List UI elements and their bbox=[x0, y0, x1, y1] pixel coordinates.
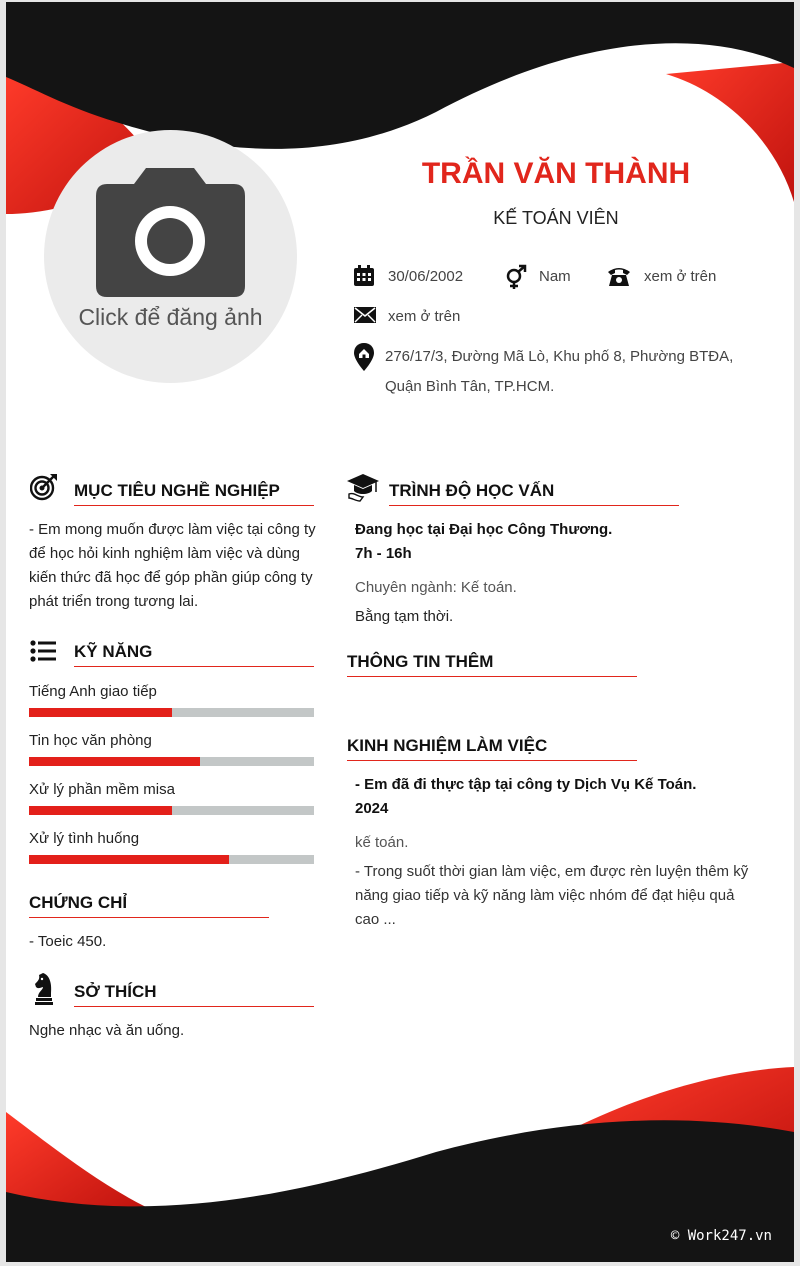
skill-level-fill bbox=[29, 855, 229, 864]
education-title: TRÌNH ĐỘ HỌC VẤN bbox=[389, 481, 555, 500]
phone-icon bbox=[607, 265, 631, 287]
certificates-divider bbox=[29, 917, 269, 918]
hobbies-text: Nghe nhạc và ăn uống. bbox=[29, 1022, 185, 1039]
experience-company: - Em đã đi thực tập tại công ty Dịch Vụ Kế Toán. bbox=[355, 776, 697, 793]
education-degree: Bằng tạm thời. bbox=[355, 608, 454, 625]
more-info-title: THÔNG TIN THÊM bbox=[347, 652, 494, 671]
education-divider bbox=[389, 505, 679, 506]
hobbies-divider bbox=[74, 1006, 314, 1007]
birthday-value: 30/06/2002 bbox=[388, 268, 464, 285]
skill-level-bar bbox=[29, 757, 314, 766]
gender-value: Nam bbox=[539, 268, 571, 285]
gender-icon bbox=[504, 264, 528, 290]
objective-text: - Em mong muốn được làm việc tại công ty để học hỏi kinh nghiệm làm việc và dùng kiến thức đã học để góp phần giúp công ty phát triển trong tương lai. bbox=[29, 521, 316, 610]
address-line1: 276/17/3, Đường Mã Lò, Khu phố 8, Phường BTĐA, bbox=[385, 348, 734, 365]
cv-page bbox=[6, 2, 794, 1262]
copyright-text: © Work247.vn bbox=[670, 1228, 772, 1244]
experience-position: kế toán. bbox=[355, 834, 409, 851]
skill-name: Xử lý tình huống bbox=[29, 830, 140, 847]
skills-divider bbox=[74, 666, 314, 667]
education-school: Đang học tại Đại học Công Thương. bbox=[355, 521, 613, 538]
more-info-divider bbox=[347, 676, 637, 677]
skill-level-fill bbox=[29, 757, 200, 766]
address-line2: Quận Bình Tân, TP.HCM. bbox=[385, 378, 555, 395]
target-icon bbox=[30, 473, 58, 501]
upload-caption: Click để đăng ảnh bbox=[78, 304, 263, 330]
education-time: 7h - 16h bbox=[355, 545, 412, 562]
skill-level-bar bbox=[29, 855, 314, 864]
experience-divider bbox=[347, 760, 637, 761]
skill-name: Tiếng Anh giao tiếp bbox=[29, 683, 157, 700]
skill-level-bar bbox=[29, 806, 314, 815]
calendar-icon bbox=[353, 265, 375, 287]
phone-value: xem ở trên bbox=[644, 268, 717, 285]
skills-title: KỸ NĂNG bbox=[74, 642, 153, 661]
list-icon bbox=[30, 640, 56, 662]
experience-year: 2024 bbox=[355, 800, 389, 817]
avatar-upload[interactable] bbox=[44, 130, 297, 383]
experience-description: - Trong suốt thời gian làm việc, em được rèn luyện thêm kỹ năng giao tiếp và kỹ năng làm việc nhóm để đạt hiệu quả cao ... bbox=[355, 863, 749, 928]
skill-name: Tin học văn phòng bbox=[29, 732, 152, 749]
certificates-text: - Toeic 450. bbox=[29, 933, 107, 950]
email-value: xem ở trên bbox=[388, 308, 461, 325]
job-title: KẾ TOÁN VIÊN bbox=[493, 208, 619, 228]
certificates-title: CHỨNG CHỈ bbox=[29, 893, 128, 912]
graduation-cap-icon bbox=[346, 472, 380, 502]
location-icon bbox=[353, 342, 375, 372]
skill-level-fill bbox=[29, 708, 172, 717]
hobbies-title: SỞ THÍCH bbox=[74, 982, 157, 1001]
chess-knight-icon bbox=[34, 973, 54, 1005]
skill-name: Xử lý phần mềm misa bbox=[29, 781, 175, 798]
education-major: Chuyên ngành: Kế toán. bbox=[355, 579, 517, 596]
objective-divider bbox=[74, 505, 314, 506]
skill-level-bar bbox=[29, 708, 314, 717]
skill-level-fill bbox=[29, 806, 172, 815]
experience-title: KINH NGHIỆM LÀM VIỆC bbox=[347, 736, 548, 755]
camera-icon bbox=[94, 166, 247, 298]
objective-title: MỤC TIÊU NGHỀ NGHIỆP bbox=[74, 481, 280, 500]
candidate-name: TRẦN VĂN THÀNH bbox=[421, 157, 691, 190]
email-icon bbox=[354, 307, 376, 323]
